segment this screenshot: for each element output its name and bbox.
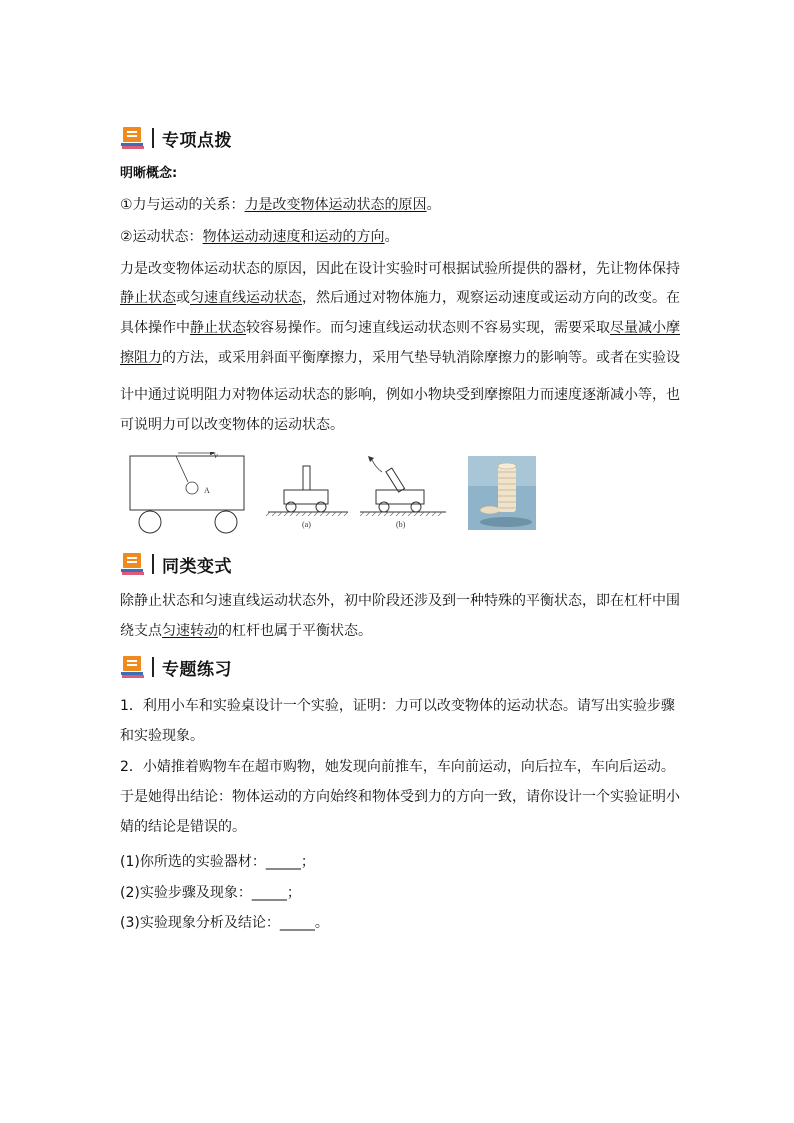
svg-text:(b): (b)	[396, 520, 406, 529]
paragraph-line: 静止状态或匀速直线运动状态，然后通过对物体施力，观察运动速度或运动方向的改变。在	[120, 290, 680, 306]
concept-label: 明晰概念:	[120, 166, 178, 181]
svg-text:(a): (a)	[302, 520, 311, 529]
section-heading-2	[120, 549, 232, 579]
concept-point-2: ②运动状态：物体运动动速度和运动的方向。	[120, 229, 399, 245]
heading-divider	[152, 554, 154, 574]
illustration-strip	[128, 452, 548, 534]
stacked-pieces-photo	[468, 456, 536, 530]
exercise-line: 2．小婧推着购物车在超市购物，她发现向前推车，车向前运动，向后拉车，车向后运动。	[120, 759, 675, 775]
section-title: 专项点拨	[162, 130, 232, 151]
book-icon	[120, 551, 146, 577]
heading-divider	[152, 128, 154, 148]
underlined-term: 力是改变物体运动状态的原因	[244, 197, 427, 213]
section-title: 专题练习	[162, 659, 232, 680]
exercise-line: 1．利用小车和实验桌设计一个实验，证明：力可以改变物体的运动状态。请写出实验步骤	[120, 698, 675, 714]
section-heading-3	[120, 652, 232, 682]
exercise-line: 于是她得出结论：物体运动的方向始终和物体受到力的方向一致，请你设计一个实验证明小	[120, 789, 680, 805]
cart-a-figure	[266, 466, 348, 529]
exercise-subquestion: (2)实验步骤及现象：_____；	[120, 885, 301, 901]
variant-line: 除静止状态和匀速直线运动状态外，初中阶段还涉及到一种特殊的平衡状态，即在杠杆中围	[120, 593, 680, 609]
cart-pendulum-figure	[130, 452, 244, 533]
exercise-line: 和实验现象。	[120, 728, 204, 744]
paragraph-line: 计中通过说明阻力对物体运动状态的影响，例如小物块受到摩擦阻力而速度逐渐减小等，也	[120, 387, 680, 403]
paragraph-line: 可说明力可以改变物体的运动状态。	[120, 417, 344, 433]
paragraph-line: 具体操作中静止状态较容易操作。而匀速直线运动状态则不容易实现，需要采取尽量减小摩	[120, 320, 680, 336]
svg-text:v: v	[214, 452, 218, 460]
section-title: 同类变式	[162, 556, 232, 577]
exercise-subquestion: (3)实验现象分析及结论：_____。	[120, 915, 329, 931]
exercise-line: 婧的结论是错误的。	[120, 819, 246, 835]
book-icon	[120, 654, 146, 680]
underlined-term: 物体运动动速度和运动的方向	[202, 229, 385, 245]
section-heading-1	[120, 123, 232, 153]
book-icon	[120, 125, 146, 151]
cart-b-figure	[360, 456, 446, 529]
svg-text:A: A	[204, 486, 210, 495]
paragraph-line: 擦阻力的方法，或采用斜面平衡摩擦力，采用气垫导轨消除摩擦力的影响等。或者在实验设	[120, 350, 680, 366]
exercise-subquestion: (1)你所选的实验器材：_____；	[120, 854, 315, 870]
concept-point-1: ①力与运动的关系：力是改变物体运动状态的原因。	[120, 197, 441, 213]
paragraph-line: 力是改变物体运动状态的原因，因此在设计实验时可根据试验所提供的器材，先让物体保持	[120, 261, 680, 277]
variant-line: 绕支点匀速转动的杠杆也属于平衡状态。	[120, 623, 372, 639]
heading-divider	[152, 657, 154, 677]
